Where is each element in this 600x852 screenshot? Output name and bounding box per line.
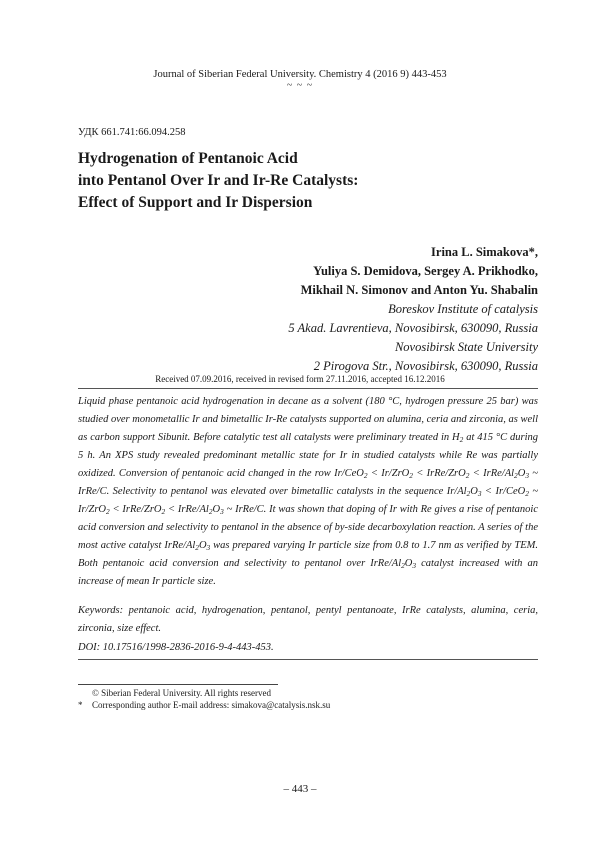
paper-title — [78, 148, 538, 214]
title-line-3: Effect of Support and Ir Dispersion — [78, 194, 313, 211]
keywords: Keywords: pentanoic acid, hydrogenation, pentanol, pentyl pentanoate, IrRe catalysts, alumina, ceria, zirconia, size effect. — [78, 605, 538, 634]
abstract-bottom-rule — [78, 659, 538, 660]
abstract-top-rule — [78, 388, 538, 389]
author-line-3: Mikhail N. Simonov and Anton Yu. Shabalin — [300, 283, 538, 297]
footnote-copyright: © Siberian Federal University. All rights reserved — [92, 688, 271, 698]
udk-code: УДК 661.741:66.094.258 — [78, 127, 186, 138]
title-line-2: into Pentanol Over Ir and Ir-Re Catalysts: — [78, 172, 359, 189]
page-number: – 443 – — [283, 783, 317, 795]
journal-header: Journal of Siberian Federal University. Chemistry 4 (2016 9) 443-453 — [153, 69, 447, 80]
abstract-text: Liquid phase pentanoic acid hydrogenation in decane as a solvent (180 °C, hydrogen pressure 25 bar) was studied over monometallic Ir and bimetallic Ir-Re catalysts supported on alumina, ceria and zirconia, as well as carbon support Sibunit. Before catalytic test all catalysts were preliminary treated in $H_2$ at 415 °C during 5 h. An XPS study revealed predominant metallic state for Ir in studied catalysts while Re was partially oxidized. Conversion of pentanoic acid changed in the row Ir/CeO$_2$ < Ir/ZrO$_2$ < IrRe/ZrO$_2$ < IrRe/$Al_2O_3$ ~ IrRe/C. Selectivity to pentanol was elevated over bimetallic catalysts in the sequence $Ir/Al_2O_3 < Ir/CeO_2$ ~ Ir/ZrO$_2$ < IrRe/ZrO$_2$ < IrRe/$Al_2O_3$ ~ IrRe/C. It was shown that doping of Ir with Re gives a rise of pentanoic acid conversion and selectivity to pentanol in the absence of by-side decarboxylation reaction. A series of the most active catalyst IrRe/$Al_2O_3$ was prepared varying Ir particle size from 0.8 to 1.7 nm as verified by TEM. Both pentanoic acid conversion and selectivity to pentanol over IrRe/$Al_2O_3$ catalyst increased with an increase of mean Ir particle size. — [78, 396, 538, 587]
author-line-1: Irina L. Simakova*, — [431, 245, 538, 259]
footnote-rule — [78, 684, 278, 685]
footnote-corresponding: * Corresponding author E-mail address: simakova@catalysis.nsk.su — [78, 700, 331, 710]
affiliation-line-1: Boreskov Institute of catalysis — [388, 302, 538, 316]
author-line-2: Yuliya S. Demidova, Sergey A. Prikhodko, — [313, 264, 538, 278]
author-block — [288, 243, 538, 376]
header-ornament: ~ ~ ~ — [286, 80, 314, 91]
abstract — [78, 393, 538, 591]
title-line-1: Hydrogenation of Pentanoic Acid — [78, 150, 298, 167]
affiliation-line-4: 2 Pirogova Str., Novosibirsk, 630090, Russia — [313, 359, 538, 373]
received-dates: Received 07.09.2016, received in revised form 27.11.2016, accepted 16.12.2016 — [155, 374, 445, 384]
asterisk-mark: * — [78, 700, 83, 710]
affiliation-line-2: 5 Akad. Lavrentieva, Novosibirsk, 630090, Russia — [288, 321, 538, 335]
affiliation-line-3: Novosibirsk State University — [394, 340, 538, 354]
doi: DOI: 10.17516/1998-2836-2016-9-4-443-453. — [78, 642, 274, 653]
